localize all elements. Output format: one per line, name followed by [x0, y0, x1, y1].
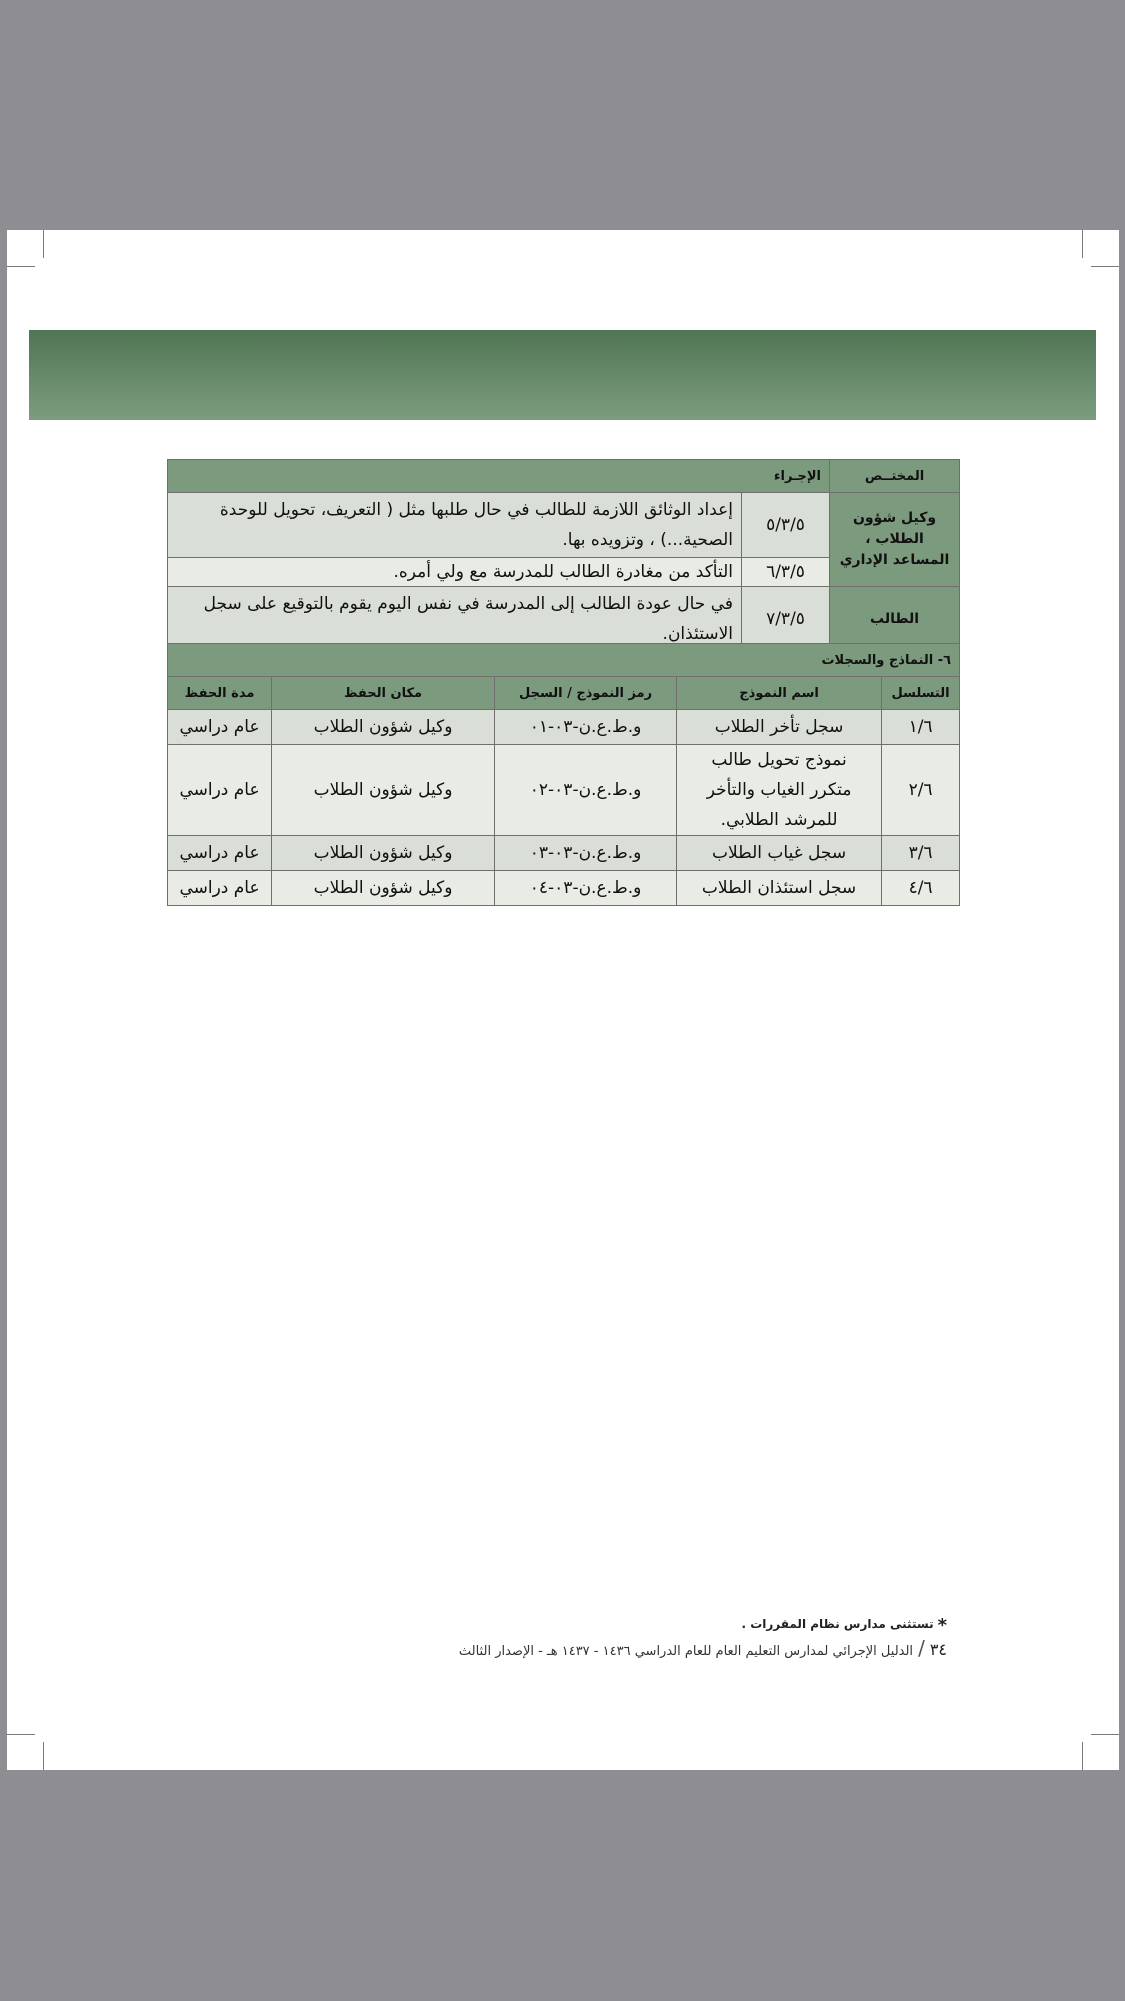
form-code-cell: و.ط.ع.ن-٠٣-٠١ [495, 710, 677, 745]
form-name-cell: سجل استئذان الطلاب [677, 871, 882, 906]
form-code-header: رمز النموذج / السجل [495, 677, 677, 710]
procedure-text: إعداد الوثائق اللازمة للطالب في حال طلبها مثل ( التعريف، تحويل للوحدة الصحية...) ، وتزويده بها. [168, 493, 742, 558]
asterisk-icon: * [937, 1615, 947, 1636]
crop-mark [1091, 266, 1119, 267]
table-row [168, 710, 960, 745]
form-name-cell: نموذج تحويل طالب متكرر الغياب والتأخر للمرشد الطلابي. [677, 745, 882, 836]
seq-cell: ٣/٦ [882, 836, 960, 871]
storage-location-header: مكان الحفظ [272, 677, 495, 710]
form-code-cell: و.ط.ع.ن-٠٣-٠٣ [495, 836, 677, 871]
storage-location-cell: وكيل شؤون الطلاب [272, 710, 495, 745]
procedure-text: في حال عودة الطالب إلى المدرسة في نفس اليوم يقوم بالتوقيع على سجل الاستئذان. [168, 587, 742, 652]
action-header: الإجـراء [168, 460, 830, 493]
retention-cell: عام دراسي [168, 836, 272, 871]
forms-table [167, 643, 960, 906]
table-row [168, 745, 960, 836]
section-title: ٦- النماذج والسجلات [168, 644, 960, 677]
crop-mark [43, 1742, 44, 1770]
procedure-number: ٦/٣/٥ [742, 558, 830, 587]
crop-mark [1082, 230, 1083, 258]
page-footer [459, 1636, 947, 1660]
table-header-row [168, 460, 960, 493]
form-code-cell: و.ط.ع.ن-٠٣-٠٢ [495, 745, 677, 836]
document-page [7, 230, 1119, 1770]
header-banner [29, 330, 1096, 420]
table-header-row [168, 677, 960, 710]
responsible-header: المختــص [830, 460, 960, 493]
retention-cell: عام دراسي [168, 871, 272, 906]
footer-text: الدليل الإجرائي لمدارس التعليم العام للعام الدراسي ١٤٣٦ - ١٤٣٧ هـ - الإصدار الثالث [458, 1644, 914, 1659]
table-row [168, 836, 960, 871]
section-title-row [168, 644, 960, 677]
table-row [168, 493, 960, 558]
responsible-cell: الطالب [830, 587, 960, 652]
crop-mark [7, 266, 35, 267]
storage-location-cell: وكيل شؤون الطلاب [272, 871, 495, 906]
seq-cell: ٢/٦ [882, 745, 960, 836]
storage-location-cell: وكيل شؤون الطلاب [272, 745, 495, 836]
page-number: ٣٤ [929, 1640, 947, 1659]
procedure-number: ٧/٣/٥ [742, 587, 830, 652]
footnote-text: تستثنى مدارس نظام المقررات . [741, 1617, 934, 1631]
crop-mark [7, 1734, 35, 1735]
footnote [741, 1615, 947, 1636]
seq-header: التسلسل [882, 677, 960, 710]
seq-cell: ١/٦ [882, 710, 960, 745]
table-row [168, 871, 960, 906]
procedure-text: التأكد من مغادرة الطالب للمدرسة مع ولي أمره. [168, 558, 742, 587]
responsible-cell: وكيل شؤون الطلاب ، المساعد الإداري [830, 493, 960, 587]
form-name-header: اسم النموذج [677, 677, 882, 710]
procedures-table [167, 459, 960, 652]
procedure-number: ٥/٣/٥ [742, 493, 830, 558]
storage-location-cell: وكيل شؤون الطلاب [272, 836, 495, 871]
slash-divider: / [918, 1636, 925, 1660]
crop-mark [43, 230, 44, 258]
form-name-cell: سجل غياب الطلاب [677, 836, 882, 871]
retention-cell: عام دراسي [168, 745, 272, 836]
table-row [168, 587, 960, 652]
form-name-cell: سجل تأخر الطلاب [677, 710, 882, 745]
form-code-cell: و.ط.ع.ن-٠٣-٠٤ [495, 871, 677, 906]
crop-mark [1082, 1742, 1083, 1770]
retention-header: مدة الحفظ [168, 677, 272, 710]
retention-cell: عام دراسي [168, 710, 272, 745]
crop-mark [1091, 1734, 1119, 1735]
seq-cell: ٤/٦ [882, 871, 960, 906]
